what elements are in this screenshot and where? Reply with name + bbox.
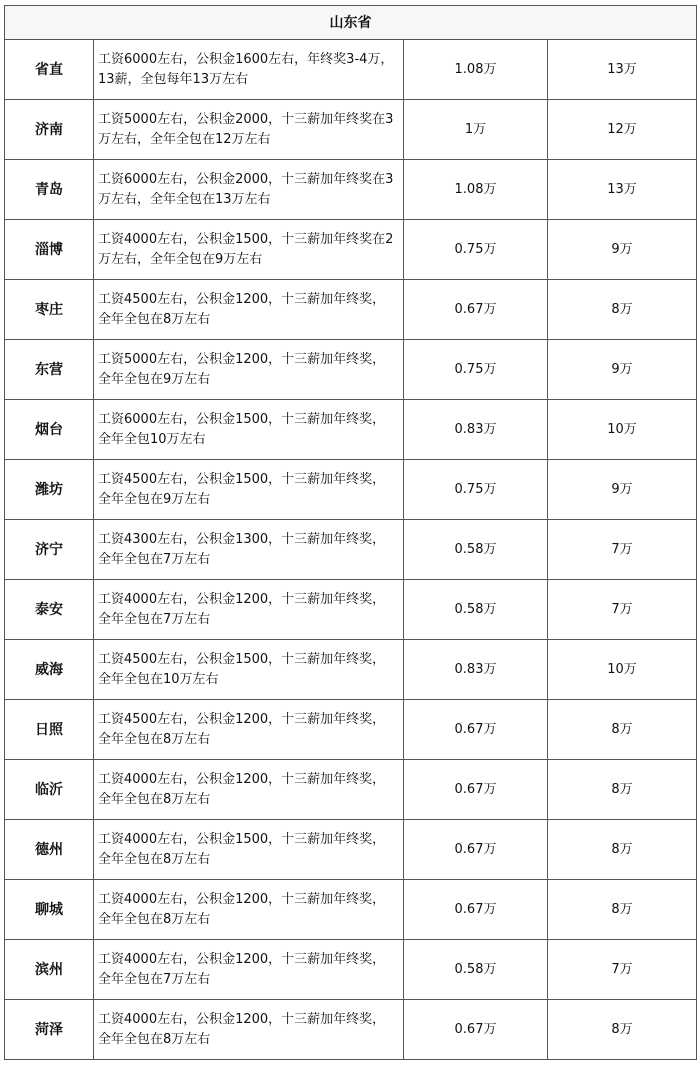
city-cell: 泰安 — [5, 580, 94, 640]
table-title: 山东省 — [5, 6, 697, 40]
city-cell: 烟台 — [5, 400, 94, 460]
description-cell: 工资6000左右，公积金2000，十三薪加年终奖在3万左右，全年全包在13万左右 — [94, 160, 404, 220]
annual-amount-cell: 9万 — [548, 220, 697, 280]
description-cell: 工资4300左右，公积金1300，十三薪加年终奖，全年全包在7万左右 — [94, 520, 404, 580]
city-cell: 潍坊 — [5, 460, 94, 520]
table-row — [5, 700, 697, 760]
city-cell: 滨州 — [5, 940, 94, 1000]
table-row — [5, 460, 697, 520]
annual-amount-cell: 12万 — [548, 100, 697, 160]
monthly-amount-cell: 0.75万 — [404, 460, 548, 520]
annual-amount-cell: 10万 — [548, 400, 697, 460]
monthly-amount-cell: 0.83万 — [404, 400, 548, 460]
monthly-amount-cell: 0.67万 — [404, 1000, 548, 1060]
annual-amount-cell: 7万 — [548, 580, 697, 640]
annual-amount-cell: 13万 — [548, 40, 697, 100]
table-row — [5, 220, 697, 280]
description-cell: 工资4000左右，公积金1500，十三薪加年终奖，全年全包在8万左右 — [94, 820, 404, 880]
city-cell: 聊城 — [5, 880, 94, 940]
table-row — [5, 640, 697, 700]
city-cell: 青岛 — [5, 160, 94, 220]
monthly-amount-cell: 0.58万 — [404, 940, 548, 1000]
annual-amount-cell: 10万 — [548, 640, 697, 700]
annual-amount-cell: 13万 — [548, 160, 697, 220]
monthly-amount-cell: 0.58万 — [404, 580, 548, 640]
monthly-amount-cell: 0.67万 — [404, 700, 548, 760]
description-cell: 工资5000左右，公积金2000，十三薪加年终奖在3万左右，全年全包在12万左右 — [94, 100, 404, 160]
city-cell: 济宁 — [5, 520, 94, 580]
description-cell: 工资6000左右，公积金1500，十三薪加年终奖，全年全包10万左右 — [94, 400, 404, 460]
city-cell: 菏泽 — [5, 1000, 94, 1060]
description-cell: 工资4500左右，公积金1500，十三薪加年终奖，全年全包在9万左右 — [94, 460, 404, 520]
monthly-amount-cell: 0.83万 — [404, 640, 548, 700]
table-row — [5, 940, 697, 1000]
description-cell: 工资4000左右，公积金1200，十三薪加年终奖，全年全包在8万左右 — [94, 1000, 404, 1060]
monthly-amount-cell: 0.67万 — [404, 280, 548, 340]
monthly-amount-cell: 0.75万 — [404, 220, 548, 280]
monthly-amount-cell: 1万 — [404, 100, 548, 160]
monthly-amount-cell: 1.08万 — [404, 40, 548, 100]
table-row — [5, 100, 697, 160]
city-cell: 枣庄 — [5, 280, 94, 340]
city-cell: 德州 — [5, 820, 94, 880]
monthly-amount-cell: 0.75万 — [404, 340, 548, 400]
description-cell: 工资6000左右，公积金1600左右，年终奖3-4万，13薪，全包每年13万左右 — [94, 40, 404, 100]
description-cell: 工资4500左右，公积金1500，十三薪加年终奖，全年全包在10万左右 — [94, 640, 404, 700]
annual-amount-cell: 8万 — [548, 880, 697, 940]
annual-amount-cell: 8万 — [548, 760, 697, 820]
table-row — [5, 580, 697, 640]
monthly-amount-cell: 0.67万 — [404, 760, 548, 820]
table-row — [5, 280, 697, 340]
city-cell: 日照 — [5, 700, 94, 760]
annual-amount-cell: 9万 — [548, 460, 697, 520]
table-row — [5, 400, 697, 460]
table-title-row — [5, 6, 697, 40]
description-cell: 工资5000左右，公积金1200，十三薪加年终奖，全年全包在9万左右 — [94, 340, 404, 400]
description-cell: 工资4000左右，公积金1200，十三薪加年终奖，全年全包在8万左右 — [94, 760, 404, 820]
city-cell: 威海 — [5, 640, 94, 700]
table-row — [5, 340, 697, 400]
table-row — [5, 160, 697, 220]
table-body — [5, 6, 697, 1060]
city-cell: 淄博 — [5, 220, 94, 280]
description-cell: 工资4000左右，公积金1200，十三薪加年终奖，全年全包在7万左右 — [94, 580, 404, 640]
table-row — [5, 1000, 697, 1060]
table-row — [5, 520, 697, 580]
annual-amount-cell: 8万 — [548, 820, 697, 880]
monthly-amount-cell: 0.58万 — [404, 520, 548, 580]
description-cell: 工资4000左右，公积金1200，十三薪加年终奖，全年全包在8万左右 — [94, 880, 404, 940]
description-cell: 工资4000左右，公积金1200，十三薪加年终奖，全年全包在7万左右 — [94, 940, 404, 1000]
monthly-amount-cell: 0.67万 — [404, 820, 548, 880]
city-cell: 临沂 — [5, 760, 94, 820]
description-cell: 工资4500左右，公积金1200，十三薪加年终奖，全年全包在8万左右 — [94, 700, 404, 760]
table-row — [5, 880, 697, 940]
annual-amount-cell: 7万 — [548, 940, 697, 1000]
table-row — [5, 760, 697, 820]
monthly-amount-cell: 1.08万 — [404, 160, 548, 220]
monthly-amount-cell: 0.67万 — [404, 880, 548, 940]
city-cell: 东营 — [5, 340, 94, 400]
description-cell: 工资4500左右，公积金1200，十三薪加年终奖，全年全包在8万左右 — [94, 280, 404, 340]
salary-table — [4, 5, 697, 1060]
annual-amount-cell: 9万 — [548, 340, 697, 400]
annual-amount-cell: 8万 — [548, 700, 697, 760]
annual-amount-cell: 8万 — [548, 280, 697, 340]
city-cell: 济南 — [5, 100, 94, 160]
table-row — [5, 820, 697, 880]
annual-amount-cell: 8万 — [548, 1000, 697, 1060]
table-row — [5, 40, 697, 100]
annual-amount-cell: 7万 — [548, 520, 697, 580]
description-cell: 工资4000左右，公积金1500，十三薪加年终奖在2万左右，全年全包在9万左右 — [94, 220, 404, 280]
city-cell: 省直 — [5, 40, 94, 100]
salary-table-container — [4, 5, 696, 1060]
